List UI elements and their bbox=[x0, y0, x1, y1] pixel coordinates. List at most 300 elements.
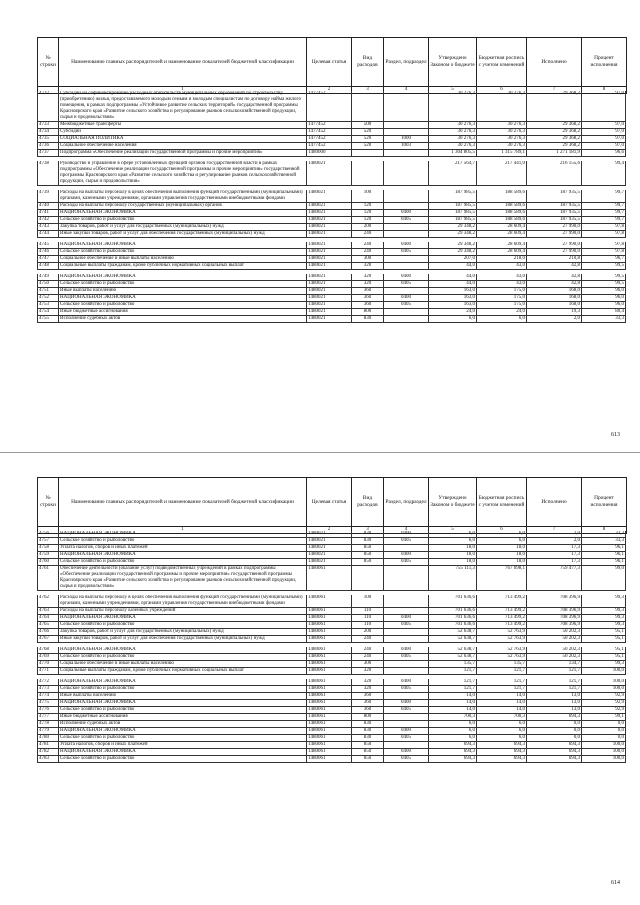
table-row bbox=[37, 249, 626, 256]
row-razdel bbox=[383, 629, 428, 636]
row-vid: 360 bbox=[351, 302, 383, 309]
row-percent: 96,6 bbox=[581, 150, 626, 157]
table-row bbox=[37, 217, 626, 224]
row-executed: 694,3 bbox=[526, 756, 581, 763]
row-approved: 30 276,3 bbox=[428, 129, 476, 136]
header-name: Наименование главных распорядителей и наименование показателей бюджетной классификации bbox=[59, 478, 307, 527]
row-target: 1480021 bbox=[306, 302, 351, 309]
row-schedule: 767 098,1 bbox=[476, 566, 526, 591]
row-executed: 216 155,6 bbox=[526, 161, 581, 186]
row-schedule: 713 499,2 bbox=[476, 595, 526, 608]
row-name: НАЦИОНАЛЬНАЯ ЭКОНОМИКА bbox=[58, 531, 306, 538]
row-schedule: 217 441,0 bbox=[476, 161, 526, 186]
row-vid: 110 bbox=[351, 608, 383, 615]
row-vid: 240 bbox=[351, 231, 383, 238]
row-executed: 694,3 bbox=[526, 749, 581, 756]
row-executed: 121,7 bbox=[526, 686, 581, 693]
row-executed: 759 477,3 bbox=[526, 566, 581, 591]
row-vid: 120 bbox=[351, 203, 383, 210]
header-number: 4 bbox=[384, 87, 429, 94]
row-executed: 210,8 bbox=[526, 256, 581, 263]
row-schedule: 694,3 bbox=[476, 749, 526, 756]
row-name: Исполнение судебных актов bbox=[58, 721, 306, 728]
row-approved: 694,3 bbox=[428, 756, 476, 763]
row-vid: 200 bbox=[351, 224, 383, 231]
row-name: Сельское хозяйство и рыболовство bbox=[58, 735, 306, 742]
row-approved: 1 304 805,5 bbox=[428, 150, 476, 157]
row-vid: 320 bbox=[351, 263, 383, 270]
row-name: Сельское хозяйство и рыболовство bbox=[58, 559, 306, 566]
row-name: СОЦИАЛЬНАЯ ПОЛИТИКА bbox=[58, 136, 306, 143]
row-name: Подпрограмма «Обеспечение реализации государственной программы и прочие мероприятия» bbox=[58, 150, 306, 157]
header-num: № строки bbox=[38, 478, 59, 527]
row-name: Сельское хозяйство и рыболовство bbox=[58, 707, 306, 714]
row-percent: 99,3 bbox=[581, 608, 626, 615]
row-percent: 100,0 bbox=[581, 679, 626, 686]
row-schedule: 43,0 bbox=[476, 263, 526, 270]
row-number: 4781 bbox=[37, 742, 58, 749]
row-schedule: 6,0 bbox=[476, 721, 526, 728]
row-target: 1480061 bbox=[306, 566, 351, 591]
header-number: 5 bbox=[429, 87, 477, 94]
row-approved: 18,0 bbox=[428, 545, 476, 552]
row-name: НАЦИОНАЛЬНАЯ ЭКОНОМИКА bbox=[58, 552, 306, 559]
row-vid: 520 bbox=[351, 129, 383, 136]
row-vid: 800 bbox=[351, 714, 383, 721]
row-vid: 240 bbox=[351, 636, 383, 643]
table-row bbox=[37, 647, 626, 654]
row-razdel bbox=[383, 668, 428, 675]
row-executed: 708 396,9 bbox=[526, 608, 581, 615]
row-approved: 52 638,7 bbox=[428, 654, 476, 661]
row-razdel bbox=[383, 693, 428, 700]
row-schedule: 30 276,3 bbox=[476, 143, 526, 150]
row-approved: 217 564,7 bbox=[428, 161, 476, 186]
row-vid: 850 bbox=[351, 545, 383, 552]
row-number: 4774 bbox=[37, 693, 58, 700]
header-razdel: Раздел, подраздел bbox=[384, 38, 429, 87]
row-target: 1480021 bbox=[306, 217, 351, 224]
row-number: 4769 bbox=[37, 654, 58, 661]
row-name: Социальные выплаты гражданам, кроме публичных нормативных социальных выплат bbox=[58, 668, 306, 675]
row-approved: 52 638,7 bbox=[428, 629, 476, 636]
row-percent: 96,0 bbox=[581, 288, 626, 295]
row-name: Социальные выплаты гражданам, кроме публичных нормативных социальных выплат bbox=[58, 263, 306, 270]
row-name: Социальное обеспечение населения bbox=[58, 143, 306, 150]
row-schedule: 18,0 bbox=[476, 552, 526, 559]
table-row bbox=[37, 309, 626, 316]
row-schedule: 135,7 bbox=[476, 661, 526, 668]
row-executed: 708 396,9 bbox=[526, 622, 581, 629]
row-approved: 30 276,3 bbox=[428, 122, 476, 129]
row-name: Сельское хозяйство и рыболовство bbox=[58, 302, 306, 309]
row-razdel bbox=[383, 288, 428, 295]
row-vid: 320 bbox=[351, 668, 383, 675]
row-vid: 100 bbox=[351, 595, 383, 608]
page-number: 613 bbox=[611, 432, 620, 438]
row-vid: 800 bbox=[351, 309, 383, 316]
row-name: Расходы на выплаты персоналу государственных (муниципальных) органов bbox=[58, 203, 306, 210]
row-executed: 1 271 181,9 bbox=[526, 150, 581, 157]
row-target: 1480061 bbox=[306, 608, 351, 615]
row-target: 1480061 bbox=[306, 686, 351, 693]
row-executed: 29 368,2 bbox=[526, 122, 581, 129]
row-vid: 520 bbox=[351, 143, 383, 150]
row-percent: 99,7 bbox=[581, 217, 626, 224]
row-percent: 100,0 bbox=[581, 749, 626, 756]
table-row bbox=[37, 129, 626, 136]
row-razdel: 0405 bbox=[383, 756, 428, 763]
row-number: 4755 bbox=[37, 316, 58, 323]
row-executed: 13,0 bbox=[526, 700, 581, 707]
row-number: 4732 bbox=[37, 91, 58, 122]
row-razdel: 0405 bbox=[383, 249, 428, 256]
table-row bbox=[37, 566, 626, 591]
row-percent: 96,7 bbox=[581, 256, 626, 263]
row-schedule: 121,7 bbox=[476, 679, 526, 686]
row-schedule: 188 589,6 bbox=[476, 210, 526, 217]
row-name: Социальное обеспечение и иные выплаты населению bbox=[58, 661, 306, 668]
row-number: 4765 bbox=[37, 622, 58, 629]
row-schedule: 218,0 bbox=[476, 256, 526, 263]
row-percent: 99,5 bbox=[581, 263, 626, 270]
row-vid: 100 bbox=[351, 190, 383, 203]
row-approved: 24,0 bbox=[428, 309, 476, 316]
table-row bbox=[37, 735, 626, 742]
row-number: 4776 bbox=[37, 707, 58, 714]
row-razdel bbox=[383, 714, 428, 721]
row-razdel: 0405 bbox=[383, 622, 428, 629]
row-executed: 121,7 bbox=[526, 679, 581, 686]
table-row bbox=[37, 629, 626, 636]
row-schedule: 18,0 bbox=[476, 545, 526, 552]
row-target: 1480021 bbox=[306, 224, 351, 231]
row-number: 4777 bbox=[37, 714, 58, 721]
header-vid: Вид расходов bbox=[352, 38, 384, 87]
row-executed: 708 396,9 bbox=[526, 595, 581, 608]
row-percent: 99,5 bbox=[581, 281, 626, 288]
row-approved: 14,0 bbox=[428, 707, 476, 714]
row-number: 4739 bbox=[37, 190, 58, 203]
row-target: 1480021 bbox=[306, 231, 351, 238]
row-number: 4779 bbox=[37, 728, 58, 735]
row-target: 1480021 bbox=[306, 190, 351, 203]
row-target: 1480061 bbox=[306, 636, 351, 643]
row-executed: 187 935,5 bbox=[526, 190, 581, 203]
row-approved: 207,0 bbox=[428, 256, 476, 263]
header-target: Целевая статья bbox=[307, 38, 352, 87]
document-page-2 bbox=[0, 453, 640, 905]
table-row bbox=[37, 552, 626, 559]
row-name: Расходы на выплаты персоналу казенных учреждений bbox=[58, 608, 306, 615]
row-executed: 0,0 bbox=[526, 728, 581, 735]
row-approved: 29 348,2 bbox=[428, 249, 476, 256]
header-number: 2 bbox=[307, 87, 352, 94]
row-approved: 701 636,6 bbox=[428, 615, 476, 622]
row-percent: 100,0 bbox=[581, 742, 626, 749]
row-schedule: 694,3 bbox=[476, 742, 526, 749]
row-percent: 99,4 bbox=[581, 161, 626, 186]
row-executed: 187 935,5 bbox=[526, 203, 581, 210]
row-razdel: 0405 bbox=[383, 217, 428, 224]
row-approved: 6,0 bbox=[428, 735, 476, 742]
row-percent: 97,0 bbox=[581, 122, 626, 129]
header-target: Целевая статья bbox=[307, 478, 352, 527]
row-name: Иные бюджетные ассигнования bbox=[58, 309, 306, 316]
row-executed: 19,3 bbox=[526, 309, 581, 316]
row-executed: 2,0 bbox=[526, 316, 581, 323]
row-target: 1480061 bbox=[306, 742, 351, 749]
row-executed: 17,3 bbox=[526, 545, 581, 552]
row-razdel: 0400 bbox=[383, 749, 428, 756]
row-razdel bbox=[383, 129, 428, 136]
row-approved: 163,0 bbox=[428, 295, 476, 302]
row-name: Межбюджетные трансферты bbox=[58, 122, 306, 129]
table-row bbox=[37, 679, 626, 686]
row-vid bbox=[351, 566, 383, 591]
row-name: НАЦИОНАЛЬНАЯ ЭКОНОМИКА bbox=[58, 274, 306, 281]
row-target: 1480021 bbox=[306, 256, 351, 263]
row-name: НАЦИОНАЛЬНАЯ ЭКОНОМИКА bbox=[58, 615, 306, 622]
row-name: Сельское хозяйство и рыболовство bbox=[58, 281, 306, 288]
row-number: 4740 bbox=[37, 203, 58, 210]
row-target: 1480021 bbox=[306, 552, 351, 559]
row-percent: 99,0 bbox=[581, 566, 626, 591]
table-row bbox=[37, 756, 626, 763]
row-name: Иные закупки товаров, работ и услуг для обеспечения государственных (муниципальных) нужд bbox=[58, 636, 306, 643]
row-name: Закупка товаров, работ и услуг для государственных (муниципальных) нужд bbox=[58, 224, 306, 231]
table-row bbox=[37, 654, 626, 661]
table-row bbox=[37, 136, 626, 143]
table-row bbox=[37, 203, 626, 210]
row-percent: 99,7 bbox=[581, 190, 626, 203]
table-body bbox=[37, 91, 626, 323]
row-percent: 33,3 bbox=[581, 316, 626, 323]
row-percent: 33,3 bbox=[581, 531, 626, 538]
row-name: Руководство и управление в сфере установленных функций органов государственной власти в рамках подпрограммы «Обеспечение реализации государственной программы и прочие мероприятия» государственной программы Красноярского края «Развитие сельского хозяйства и регулирование рынков сельскохозяйственной продукции, сырья и продовольствия» bbox=[58, 161, 306, 186]
row-number: 4757 bbox=[37, 538, 58, 545]
table-row bbox=[37, 161, 626, 186]
row-percent: 95,1 bbox=[581, 636, 626, 643]
row-name: Исполнение судебных актов bbox=[58, 316, 306, 323]
row-razdel bbox=[383, 721, 428, 728]
row-percent: 97,8 bbox=[581, 242, 626, 249]
row-schedule: 18,0 bbox=[476, 559, 526, 566]
row-approved: 14,0 bbox=[428, 700, 476, 707]
row-approved: 121,7 bbox=[428, 686, 476, 693]
row-name: Сельское хозяйство и рыболовство bbox=[58, 756, 306, 763]
row-razdel: 0405 bbox=[383, 538, 428, 545]
row-target: 1480061 bbox=[306, 629, 351, 636]
row-percent: 97,0 bbox=[581, 143, 626, 150]
row-executed: 168,0 bbox=[526, 288, 581, 295]
row-name: Сельское хозяйство и рыболовство bbox=[58, 654, 306, 661]
row-number: 4733 bbox=[37, 122, 58, 129]
row-percent: 100,0 bbox=[581, 756, 626, 763]
row-razdel: 0400 bbox=[383, 728, 428, 735]
table-body bbox=[37, 531, 626, 763]
header-percent: Процент исполнения bbox=[582, 38, 627, 87]
row-approved: 135,7 bbox=[428, 661, 476, 668]
table-row bbox=[37, 661, 626, 668]
row-percent: 97,0 bbox=[581, 129, 626, 136]
row-target: 1480061 bbox=[306, 679, 351, 686]
row-schedule: 700,3 bbox=[476, 714, 526, 721]
row-vid: 240 bbox=[351, 647, 383, 654]
row-vid: 300 bbox=[351, 661, 383, 668]
row-schedule: 188 589,6 bbox=[476, 190, 526, 203]
row-number: 4747 bbox=[37, 256, 58, 263]
row-number: 4736 bbox=[37, 143, 58, 150]
row-percent: 92,9 bbox=[581, 707, 626, 714]
row-schedule: 24,0 bbox=[476, 309, 526, 316]
row-executed: 17,3 bbox=[526, 552, 581, 559]
row-name: НАЦИОНАЛЬНАЯ ЭКОНОМИКА bbox=[58, 295, 306, 302]
row-razdel bbox=[383, 190, 428, 203]
row-executed: 168,0 bbox=[526, 302, 581, 309]
row-number: 4767 bbox=[37, 636, 58, 643]
row-vid: 110 bbox=[351, 622, 383, 629]
row-percent: 0,0 bbox=[581, 735, 626, 742]
row-schedule: 121,7 bbox=[476, 668, 526, 675]
row-target: 1480021 bbox=[306, 242, 351, 249]
row-percent: 92,9 bbox=[581, 700, 626, 707]
header-number: 6 bbox=[477, 87, 527, 94]
row-percent: 99,1 bbox=[581, 714, 626, 721]
row-percent: 96,0 bbox=[581, 302, 626, 309]
row-percent: 99,7 bbox=[581, 210, 626, 217]
table-row bbox=[37, 143, 626, 150]
row-target: 1477452 bbox=[306, 91, 351, 122]
row-number: 4770 bbox=[37, 661, 58, 668]
row-approved: 6,0 bbox=[428, 538, 476, 545]
row-razdel: 0400 bbox=[383, 647, 428, 654]
row-percent: 95,1 bbox=[581, 654, 626, 661]
row-name: НАЦИОНАЛЬНАЯ ЭКОНОМИКА bbox=[58, 647, 306, 654]
row-executed: 29 368,2 bbox=[526, 136, 581, 143]
table-row bbox=[37, 263, 626, 270]
row-number: 4775 bbox=[37, 700, 58, 707]
row-vid: 830 bbox=[351, 721, 383, 728]
row-number: 4773 bbox=[37, 686, 58, 693]
row-executed: 50 202,3 bbox=[526, 647, 581, 654]
row-approved: 29 348,2 bbox=[428, 224, 476, 231]
row-approved: 701 636,6 bbox=[428, 622, 476, 629]
row-approved: 187 985,5 bbox=[428, 190, 476, 203]
row-vid: 850 bbox=[351, 742, 383, 749]
header-vid: Вид расходов bbox=[352, 478, 384, 527]
row-name: Сельское хозяйство и рыболовство bbox=[58, 249, 306, 256]
row-name: Закупка товаров, работ и услуг для государственных (муниципальных) нужд bbox=[58, 629, 306, 636]
row-vid: 520 bbox=[351, 136, 383, 143]
row-schedule: 30 276,3 bbox=[476, 136, 526, 143]
header-number: 5 bbox=[429, 527, 477, 534]
row-executed: 42,8 bbox=[526, 263, 581, 270]
page-number: 614 bbox=[611, 880, 620, 886]
row-razdel bbox=[383, 263, 428, 270]
row-number: 4764 bbox=[37, 615, 58, 622]
row-target: 1480021 bbox=[306, 531, 351, 538]
row-percent: 96,1 bbox=[581, 552, 626, 559]
row-executed: 2,0 bbox=[526, 531, 581, 538]
row-vid: 240 bbox=[351, 242, 383, 249]
row-target: 1480000 bbox=[306, 150, 351, 157]
row-razdel: 0400 bbox=[383, 242, 428, 249]
row-schedule: 6,0 bbox=[476, 538, 526, 545]
header-name: Наименование главных распорядителей и наименование показателей бюджетной классификации bbox=[59, 38, 307, 87]
row-name: Сельское хозяйство и рыболовство bbox=[58, 686, 306, 693]
row-percent: 99,3 bbox=[581, 595, 626, 608]
row-executed: 0,0 bbox=[526, 735, 581, 742]
row-vid: 320 bbox=[351, 274, 383, 281]
row-target: 1480021 bbox=[306, 263, 351, 270]
header-approved: Утверждено Законом о бюджете bbox=[429, 38, 477, 87]
row-number: 4756 bbox=[37, 531, 58, 538]
row-executed: 42,8 bbox=[526, 274, 581, 281]
row-schedule: 175,0 bbox=[476, 295, 526, 302]
row-razdel bbox=[383, 231, 428, 238]
row-approved: 6,0 bbox=[428, 728, 476, 735]
table-row bbox=[37, 749, 626, 756]
row-target: 1480021 bbox=[306, 288, 351, 295]
row-name: Обеспечение деятельности (оказание услуг) подведомственных учреждений в рамках подпрограммы «Обеспечение реализации государственной программы и прочие мероприятия» государственной программы Красноярского края «Развитие сельского хозяйства и регулирование рынков сельскохозяйственной продукции, сырья и продовольствия» bbox=[58, 566, 306, 591]
row-vid: 500 bbox=[351, 122, 383, 129]
table-row bbox=[37, 693, 626, 700]
row-percent: 97,8 bbox=[581, 231, 626, 238]
row-vid: 360 bbox=[351, 707, 383, 714]
row-percent: 97,0 bbox=[581, 136, 626, 143]
row-target: 1480021 bbox=[306, 309, 351, 316]
row-razdel: 0400 bbox=[383, 552, 428, 559]
row-schedule: 713 499,2 bbox=[476, 608, 526, 615]
row-vid: 360 bbox=[351, 288, 383, 295]
table-row bbox=[37, 281, 626, 288]
row-percent: 0,0 bbox=[581, 721, 626, 728]
row-number: 4745 bbox=[37, 242, 58, 249]
header-number: 3 bbox=[352, 87, 384, 94]
row-percent: 96,0 bbox=[581, 295, 626, 302]
row-razdel bbox=[383, 661, 428, 668]
row-vid: 320 bbox=[351, 281, 383, 288]
table-row bbox=[37, 538, 626, 545]
row-target: 1480061 bbox=[306, 714, 351, 721]
row-approved: 44,0 bbox=[428, 263, 476, 270]
header-number: 1 bbox=[59, 87, 307, 94]
row-number: 4760 bbox=[37, 559, 58, 566]
table-row bbox=[37, 91, 626, 122]
row-number: 4738 bbox=[37, 161, 58, 186]
table-row bbox=[37, 559, 626, 566]
row-approved: 29 348,2 bbox=[428, 231, 476, 238]
row-approved: 52 638,7 bbox=[428, 636, 476, 643]
row-schedule: 28 609,4 bbox=[476, 231, 526, 238]
row-target: 1480021 bbox=[306, 559, 351, 566]
row-target: 1480021 bbox=[306, 249, 351, 256]
row-executed: 694,3 bbox=[526, 714, 581, 721]
row-schedule: 52 763,9 bbox=[476, 654, 526, 661]
table-row bbox=[37, 742, 626, 749]
row-schedule: 52 763,9 bbox=[476, 647, 526, 654]
row-target: 1480061 bbox=[306, 749, 351, 756]
row-target: 1480061 bbox=[306, 654, 351, 661]
row-schedule: 43,0 bbox=[476, 281, 526, 288]
row-target: 1480061 bbox=[306, 661, 351, 668]
row-schedule: 28 609,4 bbox=[476, 224, 526, 231]
row-vid: 830 bbox=[351, 316, 383, 323]
row-razdel: 0405 bbox=[383, 559, 428, 566]
row-name: Сельское хозяйство и рыболовство bbox=[58, 622, 306, 629]
row-name: Иные бюджетные ассигнования bbox=[58, 714, 306, 721]
